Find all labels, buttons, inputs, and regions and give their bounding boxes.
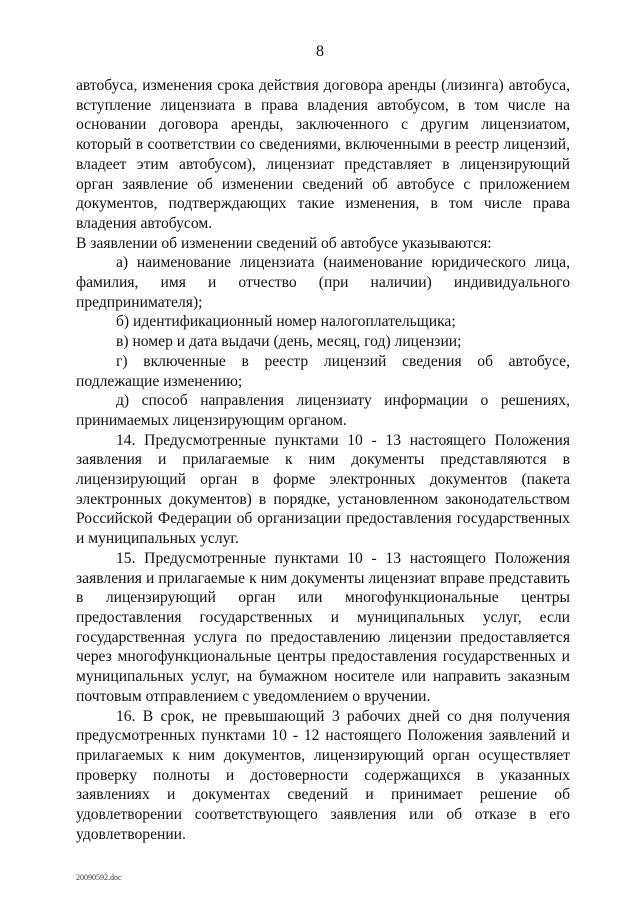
clause-15: 15. Предусмотренные пунктами 10 - 13 настоящего Положения заявления и прилагаемые к ним документы лицензиат вправе представить в лицензирующий орган или многофункциональные центры предоставления государственных и муниципальных услуг, если государственная услуга по предоставлению лицензии предоставляется через многофункциональные центры предоставления государственных и муниципальных услуг, на бумажном носителе или направить заказным почтовым отправлением с уведомлением о вручении. — [76, 549, 570, 705]
list-item-v: в) номер и дата выдачи (день, месяц, год) лицензии; — [116, 333, 462, 351]
page-number: 8 — [316, 43, 324, 60]
clause-16: 16. В срок, не превышающий 3 рабочих дней со дня получения предусмотренных пунктами 10 - 12 настоящего Положения заявлений и прилагаемых к ним документов, лицензирующий орган осуществляет проверку полноты и достоверности содержащихся в указанных заявлениях и документах сведений и принимает решение об удовлетворении соответствующего заявления или об отказе в его удовлетворении. — [76, 707, 570, 843]
list-item-a: а) наименование лицензиата (наименование юридического лица, фамилия, имя и отчество (при наличии) индивидуального предпринимателя); — [76, 254, 570, 311]
list-item-b: б) идентификационный номер налогоплательщика; — [116, 313, 456, 331]
paragraph-continuation: автобуса, изменения срока действия договора аренды (лизинга) автобуса, вступление лицензиата в права владения автобусом, в том числе на основании договора аренды, заключенного с другим лицензиатом, который в соответствии со сведениями, включенными в реестр лицензий, владеет этим автобусом), лицензиат представляет в лицензирующий орган заявление об изменении сведений об автобусе с приложением документов, подтверждающих такие изменения, в том числе права владения автобусом. — [76, 77, 570, 232]
paragraph-list-intro: В заявлении об изменении сведений об автобусе указываются: — [76, 234, 492, 252]
list-item-d: д) способ направления лицензиату информации о решениях, принимаемых лицензирующим органом. — [76, 392, 570, 429]
document-body — [76, 76, 570, 844]
list-item-g: г) включенные в реестр лицензий сведения об автобусе, подлежащие изменению; — [76, 352, 570, 390]
clause-14: 14. Предусмотренные пунктами 10 - 13 настоящего Положения заявления и прилагаемые к ним документы представляются в лицензирующий орган в форме электронных документов (пакета электронных документов) в порядке, установленном законодательством Российской Федерации об организации предоставления государственных и муниципальных услуг. — [76, 431, 570, 548]
file-footer: 20090592.doc — [76, 873, 122, 882]
